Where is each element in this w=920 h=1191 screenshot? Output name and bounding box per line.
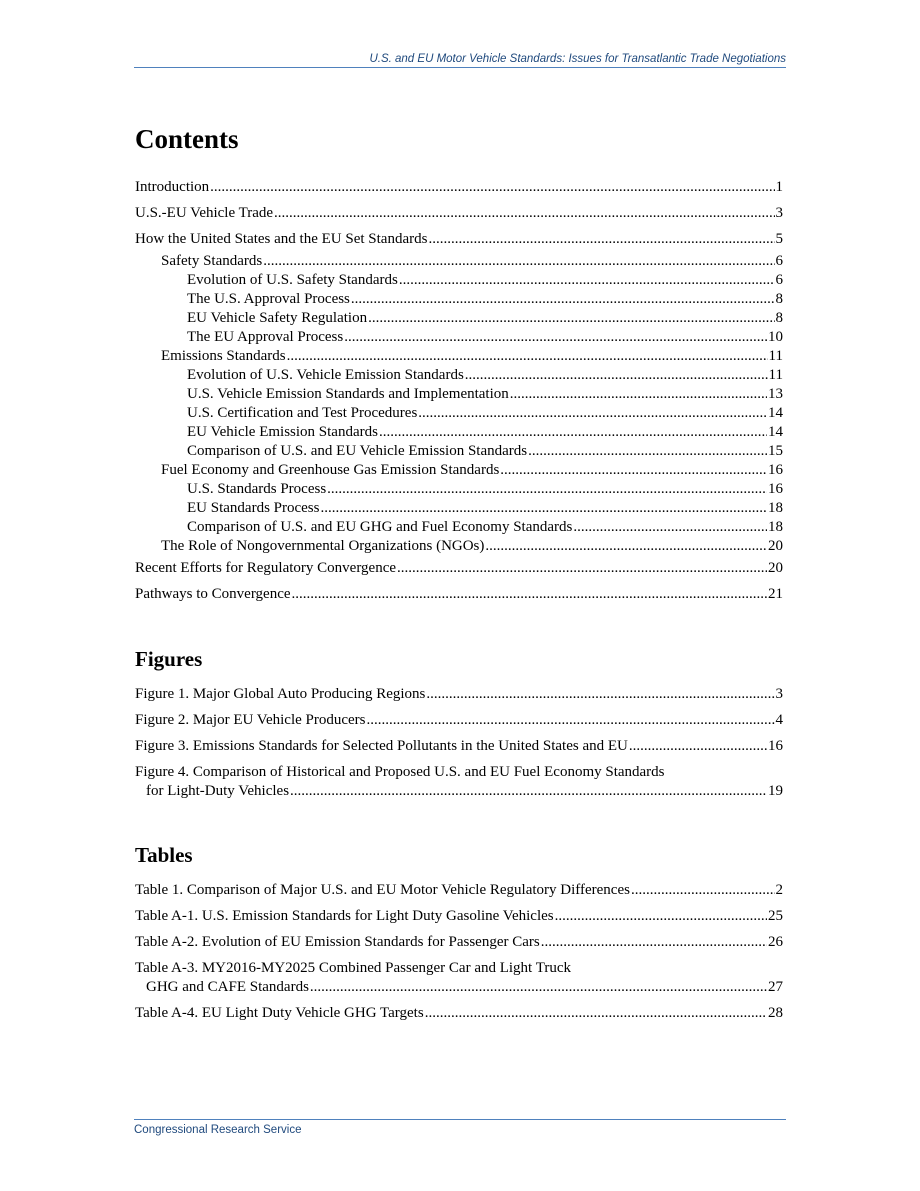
toc-entry-text: U.S. Vehicle Emission Standards and Implementation [187,386,509,402]
toc-entry-text: Figure 1. Major Global Auto Producing Regions [135,686,426,702]
toc-entry-text: Evolution of U.S. Safety Standards [187,272,398,288]
toc-entry-text: for Light-Duty Vehicles [146,783,290,799]
toc-entry-text: Table 1. Comparison of Major U.S. and EU Motor Vehicle Regulatory Differences [135,882,630,898]
dot-leader [263,252,774,271]
toc-page-number: 11 [768,348,783,364]
toc-page-number: 26 [768,934,783,950]
toc-entry-eu-approval[interactable] [135,328,783,347]
toc-entry-text: U.S. Certification and Test Procedures [187,405,418,421]
toc-entry-text: Figure 3. Emissions Standards for Selected Pollutants in the United States and EU [135,738,628,754]
toc-page-number: 21 [768,586,783,602]
dot-leader [426,685,774,704]
dot-leader [500,461,767,480]
toc-entry-emission-comparison[interactable] [135,442,783,461]
toc-page-number: 16 [768,462,783,478]
dot-leader [465,366,768,385]
toc-page-number: 20 [768,538,783,554]
toc-page-number: 14 [768,424,783,440]
toc-page-number: 18 [768,500,783,516]
toc-page-number: 18 [768,519,783,535]
dot-leader [629,737,767,756]
dot-leader [397,559,767,578]
toc-entry-text: Safety Standards [161,253,263,269]
dot-leader [290,782,767,801]
contents-heading: Contents [135,124,239,154]
toc-entry-text: Comparison of U.S. and EU Vehicle Emission Standards [187,443,528,459]
toc-entry-introduction[interactable] [135,178,783,197]
toc-page-number: 8 [775,291,783,307]
toc-entry-text: Evolution of U.S. Vehicle Emission Standards [187,367,464,383]
toc-entry-text: Introduction [135,179,210,195]
dot-leader [344,328,767,347]
toc-entry-safety-standards[interactable] [135,252,783,271]
table-entry-a1[interactable] [135,907,783,926]
toc-page-number: 8 [775,310,783,326]
toc-entry-pathways[interactable] [135,585,783,604]
toc-entry-text: Recent Efforts for Regulatory Convergence [135,560,397,576]
toc-entry-text: EU Vehicle Safety Regulation [187,310,368,326]
toc-entry-emissions-standards[interactable] [135,347,783,366]
figure-entry-1[interactable] [135,685,783,704]
figure-entry-2[interactable] [135,711,783,730]
toc-entry-text: Comparison of U.S. and EU GHG and Fuel Economy Standards [187,519,573,535]
toc-entry-eu-standards-process[interactable] [135,499,783,518]
toc-entry-text: Emissions Standards [161,348,286,364]
toc-entry-text: The EU Approval Process [187,329,344,345]
toc-entry-us-emission-evolution[interactable] [135,366,783,385]
figure-entry-4[interactable] [135,764,783,801]
table-entry-a2[interactable] [135,933,783,952]
toc-page-number: 15 [768,443,783,459]
toc-entry-text: Table A-4. EU Light Duty Vehicle GHG Targets [135,1005,424,1021]
toc-entry-text: The Role of Nongovernmental Organizations (NGOs) [161,538,485,554]
dot-leader [351,290,775,309]
figure-entry-3[interactable] [135,737,783,756]
toc-entry-fuel-economy-ghg[interactable] [135,461,783,480]
toc-page-number: 27 [768,979,783,995]
toc-entry-first-line: Table A-3. MY2016-MY2025 Combined Passenger Car and Light Truck [135,960,571,976]
toc-entry-us-certification[interactable] [135,404,783,423]
dot-leader [485,537,767,556]
dot-leader [210,178,774,197]
tables-heading: Tables [135,843,193,867]
dot-leader [425,1004,767,1023]
toc-entry-us-standards-process[interactable] [135,480,783,499]
table-entry-a3[interactable] [135,960,783,997]
figures-heading: Figures [135,647,203,671]
toc-entry-ngos[interactable] [135,537,783,556]
toc-page-number: 14 [768,405,783,421]
toc-entry-text: Figure 2. Major EU Vehicle Producers [135,712,366,728]
toc-page-number: 6 [775,272,783,288]
dot-leader [428,230,774,249]
dot-leader [555,907,767,926]
toc-entry-text: GHG and CAFE Standards [146,979,309,995]
toc-page-number: 13 [768,386,783,402]
toc-page-number: 5 [775,231,783,247]
toc-page-number: 6 [775,253,783,269]
dot-leader [399,271,775,290]
toc-page-number: 11 [768,367,783,383]
dot-leader [368,309,774,328]
dot-leader [320,499,767,518]
dot-leader [327,480,767,499]
toc-entry-us-safety-evolution[interactable] [135,271,783,290]
toc-entry-first-line: Figure 4. Comparison of Historical and Proposed U.S. and EU Fuel Economy Standards [135,764,665,780]
toc-entry-text: The U.S. Approval Process [187,291,350,307]
toc-entry-text: U.S.-EU Vehicle Trade [135,205,274,221]
toc-page-number: 3 [775,205,783,221]
toc-entry-text: Fuel Economy and Greenhouse Gas Emission Standards [161,462,500,478]
toc-entry-text: How the United States and the EU Set Standards [135,231,428,247]
dot-leader [287,347,768,366]
toc-page-number: 3 [775,686,783,702]
toc-page-number: 16 [768,738,783,754]
table-entry-a4[interactable] [135,1004,783,1023]
toc-entry-eu-safety-regulation[interactable] [135,309,783,328]
toc-page-number: 1 [775,179,783,195]
dot-leader [367,711,775,730]
toc-entry-ghg-comparison[interactable] [135,518,783,537]
toc-page-number: 20 [768,560,783,576]
dot-leader [274,204,774,223]
page-footer: Congressional Research Service [134,1119,786,1136]
dot-leader [573,518,767,537]
dot-leader [292,585,767,604]
toc-entry-text: Pathways to Convergence [135,586,291,602]
dot-leader [418,404,767,423]
toc-entry-regulatory-convergence[interactable] [135,559,783,578]
dot-leader [541,933,767,952]
toc-entry-text: Table A-1. U.S. Emission Standards for Light Duty Gasoline Vehicles [135,908,554,924]
toc-page-number: 28 [768,1005,783,1021]
toc-entry-eu-emission-standards[interactable] [135,423,783,442]
toc-page-number: 25 [768,908,783,924]
toc-page-number: 2 [775,882,783,898]
toc-page-number: 19 [768,783,783,799]
toc-entry-text: U.S. Standards Process [187,481,327,497]
toc-entry-text: EU Standards Process [187,500,320,516]
dot-leader [510,385,767,404]
toc-page-number: 4 [775,712,783,728]
toc-entry-text: Table A-2. Evolution of EU Emission Standards for Passenger Cars [135,934,540,950]
toc-page-number: 10 [768,329,783,345]
dot-leader [528,442,767,461]
table-entry-1[interactable] [135,881,783,900]
running-header: U.S. and EU Motor Vehicle Standards: Issues for Transatlantic Trade Negotiations [134,53,786,68]
toc-entry-us-approval[interactable] [135,290,783,309]
toc-entry-text: EU Vehicle Emission Standards [187,424,378,440]
dot-leader [379,423,767,442]
toc-entry-vehicle-trade[interactable] [135,204,783,223]
dot-leader [310,978,767,997]
toc-entry-us-emission-implementation[interactable] [135,385,783,404]
toc-page-number: 16 [768,481,783,497]
dot-leader [631,881,775,900]
toc-entry-set-standards[interactable] [135,230,783,249]
